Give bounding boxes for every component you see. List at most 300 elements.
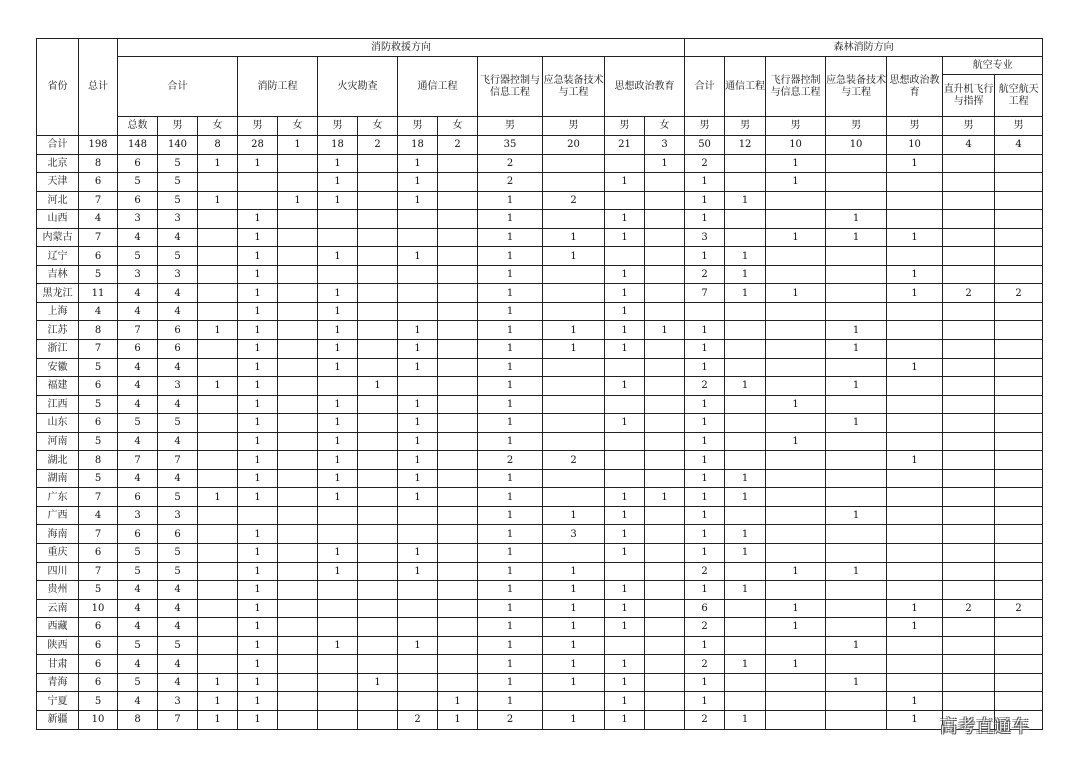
value-cell: 1 [318,488,358,507]
value-cell: 6 [118,525,158,544]
value-cell [766,358,826,377]
value-cell: 1 [605,340,645,359]
value-cell [887,432,943,451]
value-cell [318,228,358,247]
value-cell [358,432,398,451]
value-cell [318,618,358,637]
province-cell: 吉林 [37,265,79,284]
value-cell [943,154,995,173]
value-cell [358,451,398,470]
sub-header: 男 [766,117,826,136]
value-cell: 1 [238,544,278,563]
value-cell: 1 [318,321,358,340]
value-cell: 1 [645,321,685,340]
table-row [37,488,1043,507]
value-cell [605,451,645,470]
value-cell: 1 [725,655,766,674]
total-cell: 6 [79,173,118,192]
value-cell [318,655,358,674]
value-cell: 10 [826,136,887,155]
value-cell: 5 [118,673,158,692]
value-cell [278,302,318,321]
value-cell: 1 [543,618,605,637]
value-cell [438,358,478,377]
value-cell: 18 [318,136,358,155]
value-cell: 2 [685,562,725,581]
table-row [37,525,1043,544]
value-cell [358,655,398,674]
sub-header: 男 [238,117,278,136]
value-cell: 1 [685,247,725,266]
value-cell: 4 [158,469,198,488]
value-cell: 7 [685,284,725,303]
value-cell [238,506,278,525]
value-cell: 2 [478,451,543,470]
value-cell [358,692,398,711]
value-cell [725,173,766,192]
value-cell: 1 [685,321,725,340]
value-cell [358,544,398,563]
value-cell [318,581,358,600]
value-cell [887,191,943,210]
value-cell: 18 [398,136,438,155]
value-cell: 1 [318,284,358,303]
value-cell [358,247,398,266]
value-cell [826,247,887,266]
value-cell: 2 [685,154,725,173]
value-cell [358,414,398,433]
value-cell [766,692,826,711]
value-cell [398,599,438,618]
value-cell: 1 [358,673,398,692]
value-cell: 1 [685,395,725,414]
value-cell: 3 [685,228,725,247]
value-cell: 1 [318,247,358,266]
value-cell [943,544,995,563]
total-cell: 10 [79,599,118,618]
value-cell [278,210,318,229]
value-cell [438,655,478,674]
value-cell: 1 [725,581,766,600]
value-cell [943,191,995,210]
value-cell: 3 [158,692,198,711]
value-cell: 1 [318,302,358,321]
value-cell: 1 [318,544,358,563]
province-header: 省份 [37,39,79,136]
value-cell: 1 [318,451,358,470]
value-cell [887,340,943,359]
value-cell [645,377,685,396]
value-cell [198,451,238,470]
value-cell: 1 [238,599,278,618]
value-cell [725,358,766,377]
sub-header: 男 [543,117,605,136]
total-cell: 6 [79,618,118,637]
table-row [37,302,1043,321]
value-cell: 1 [198,673,238,692]
value-cell [438,173,478,192]
admissions-table-container [36,38,1042,730]
value-cell [766,210,826,229]
value-cell: 1 [238,302,278,321]
value-cell: 2 [685,655,725,674]
value-cell [766,544,826,563]
value-cell: 1 [278,191,318,210]
table-row [37,469,1043,488]
value-cell: 1 [725,377,766,396]
sub-header: 男 [398,117,438,136]
value-cell: 1 [766,284,826,303]
value-cell: 6 [158,321,198,340]
value-cell: 1 [478,655,543,674]
value-cell: 1 [887,599,943,618]
value-cell: 1 [238,247,278,266]
value-cell: 1 [605,692,645,711]
value-cell: 1 [478,395,543,414]
sub-header: 女 [645,117,685,136]
value-cell: 1 [887,265,943,284]
value-cell [826,692,887,711]
value-cell [278,469,318,488]
value-cell [318,710,358,729]
value-cell [995,321,1043,340]
value-cell [358,340,398,359]
value-cell: 1 [725,247,766,266]
value-cell: 1 [478,210,543,229]
value-cell [358,284,398,303]
value-cell: 1 [826,414,887,433]
value-cell [358,191,398,210]
forest-political-education-header: 思想政治教育 [887,57,943,117]
value-cell [198,655,238,674]
value-cell [198,302,238,321]
value-cell: 1 [543,599,605,618]
value-cell [887,395,943,414]
sub-header: 女 [438,117,478,136]
value-cell: 1 [887,154,943,173]
value-cell: 3 [158,506,198,525]
value-cell [766,469,826,488]
value-cell: 4 [158,655,198,674]
value-cell [438,562,478,581]
value-cell: 1 [198,191,238,210]
value-cell [887,636,943,655]
value-cell: 1 [318,191,358,210]
province-cell: 山东 [37,414,79,433]
value-cell: 1 [826,377,887,396]
value-cell [543,395,605,414]
value-cell: 2 [478,154,543,173]
value-cell [826,599,887,618]
value-cell: 1 [543,340,605,359]
value-cell [645,414,685,433]
value-cell: 3 [158,265,198,284]
value-cell: 1 [543,506,605,525]
total-cell: 5 [79,469,118,488]
value-cell: 5 [158,562,198,581]
value-cell [995,154,1043,173]
value-cell [438,210,478,229]
value-cell [995,562,1043,581]
value-cell [725,618,766,637]
total-cell: 5 [79,432,118,451]
value-cell [358,581,398,600]
value-cell [725,154,766,173]
value-cell [398,692,438,711]
value-cell: 5 [118,414,158,433]
value-cell [943,210,995,229]
value-cell [995,673,1043,692]
value-cell [943,340,995,359]
value-cell: 1 [238,321,278,340]
value-cell: 1 [685,191,725,210]
value-cell [198,469,238,488]
value-cell: 6 [118,340,158,359]
table-row [37,284,1043,303]
value-cell [826,302,887,321]
value-cell [826,265,887,284]
value-cell: 1 [543,228,605,247]
value-cell: 1 [725,710,766,729]
value-cell [318,599,358,618]
value-cell [605,395,645,414]
value-cell: 1 [543,321,605,340]
value-cell [645,191,685,210]
value-cell [725,321,766,340]
value-cell: 1 [645,488,685,507]
value-cell [943,228,995,247]
value-cell [943,581,995,600]
value-cell [358,488,398,507]
value-cell: 2 [943,284,995,303]
value-cell: 1 [398,432,438,451]
value-cell [543,173,605,192]
value-cell: 1 [478,377,543,396]
value-cell [198,581,238,600]
value-cell: 1 [685,673,725,692]
value-cell [943,692,995,711]
value-cell: 1 [238,154,278,173]
value-cell [398,302,438,321]
value-cell: 1 [826,562,887,581]
value-cell [543,692,605,711]
value-cell [645,673,685,692]
value-cell [278,358,318,377]
value-cell: 1 [685,544,725,563]
value-cell: 4 [158,228,198,247]
value-cell: 1 [725,525,766,544]
total-cell: 198 [79,136,118,155]
value-cell [358,210,398,229]
value-cell: 8 [198,136,238,155]
value-cell [725,673,766,692]
value-cell: 12 [725,136,766,155]
table-row [37,636,1043,655]
value-cell [278,395,318,414]
value-cell [398,265,438,284]
value-cell [887,321,943,340]
value-cell [278,673,318,692]
value-cell: 4 [118,377,158,396]
value-cell: 1 [826,210,887,229]
total-cell: 7 [79,191,118,210]
value-cell [943,265,995,284]
value-cell: 1 [478,673,543,692]
value-cell: 1 [318,340,358,359]
value-cell: 1 [605,414,645,433]
table-row [37,321,1043,340]
province-cell: 海南 [37,525,79,544]
value-cell [198,210,238,229]
value-cell [438,265,478,284]
value-cell [358,525,398,544]
table-row [37,451,1043,470]
table-row [37,562,1043,581]
table-row [37,228,1043,247]
value-cell [995,358,1043,377]
value-cell: 1 [238,414,278,433]
value-cell: 1 [238,432,278,451]
total-cell: 7 [79,340,118,359]
value-cell: 1 [198,154,238,173]
value-cell [995,488,1043,507]
value-cell: 1 [766,655,826,674]
value-cell [943,488,995,507]
value-cell [318,692,358,711]
value-cell [645,506,685,525]
province-cell: 黑龙江 [37,284,79,303]
sub-header: 男 [158,117,198,136]
value-cell: 1 [478,228,543,247]
value-cell: 1 [318,358,358,377]
value-cell: 1 [478,506,543,525]
value-cell: 1 [318,432,358,451]
fire-communication-header: 通信工程 [398,57,478,117]
value-cell: 3 [645,136,685,155]
value-cell: 4 [118,358,158,377]
table-row [37,173,1043,192]
value-cell: 1 [605,525,645,544]
province-cell: 辽宁 [37,247,79,266]
table-row [37,581,1043,600]
value-cell: 1 [605,265,645,284]
value-cell: 4 [118,692,158,711]
value-cell [543,358,605,377]
value-cell: 1 [826,506,887,525]
value-cell [826,710,887,729]
value-cell [438,302,478,321]
value-cell: 1 [685,692,725,711]
value-cell: 1 [605,173,645,192]
value-cell: 1 [398,488,438,507]
value-cell: 1 [398,173,438,192]
table-row [37,432,1043,451]
value-cell: 8 [118,710,158,729]
province-cell: 青海 [37,673,79,692]
value-cell: 1 [398,247,438,266]
value-cell: 4 [118,469,158,488]
value-cell [887,506,943,525]
value-cell: 1 [238,581,278,600]
value-cell [278,414,318,433]
province-cell: 四川 [37,562,79,581]
value-cell [887,655,943,674]
sub-header: 男 [725,117,766,136]
admissions-table [36,38,1043,730]
value-cell [278,340,318,359]
value-cell [887,562,943,581]
province-cell: 浙江 [37,340,79,359]
value-cell [438,191,478,210]
value-cell: 3 [118,506,158,525]
value-cell: 1 [605,488,645,507]
value-cell [278,562,318,581]
value-cell: 1 [543,636,605,655]
value-cell [543,544,605,563]
value-cell [543,432,605,451]
value-cell [995,432,1043,451]
value-cell: 2 [358,136,398,155]
value-cell: 1 [198,710,238,729]
value-cell [543,377,605,396]
table-header [37,39,1043,136]
value-cell [605,432,645,451]
value-cell: 1 [826,340,887,359]
value-cell [358,395,398,414]
value-cell: 1 [398,469,438,488]
value-cell [645,432,685,451]
value-cell [318,265,358,284]
value-cell: 1 [478,544,543,563]
value-cell [198,284,238,303]
total-cell: 6 [79,655,118,674]
value-cell [766,673,826,692]
value-cell: 1 [685,469,725,488]
value-cell: 1 [605,284,645,303]
value-cell: 5 [118,636,158,655]
value-cell: 10 [887,136,943,155]
value-cell [438,506,478,525]
value-cell [645,395,685,414]
table-row [37,210,1043,229]
value-cell: 1 [543,581,605,600]
value-cell [766,265,826,284]
sub-header: 男 [826,117,887,136]
value-cell: 1 [478,581,543,600]
value-cell [198,358,238,377]
value-cell: 1 [685,340,725,359]
total-cell: 4 [79,302,118,321]
value-cell [766,506,826,525]
value-cell: 2 [478,710,543,729]
value-cell [766,247,826,266]
value-cell: 1 [318,173,358,192]
value-cell: 1 [478,692,543,711]
value-cell [826,451,887,470]
value-cell [725,562,766,581]
value-cell: 1 [766,154,826,173]
value-cell [826,284,887,303]
value-cell [995,377,1043,396]
value-cell [358,302,398,321]
value-cell [358,710,398,729]
value-cell [887,544,943,563]
province-cell: 西藏 [37,618,79,637]
value-cell [543,302,605,321]
value-cell: 5 [158,544,198,563]
value-cell [238,191,278,210]
value-cell [398,377,438,396]
